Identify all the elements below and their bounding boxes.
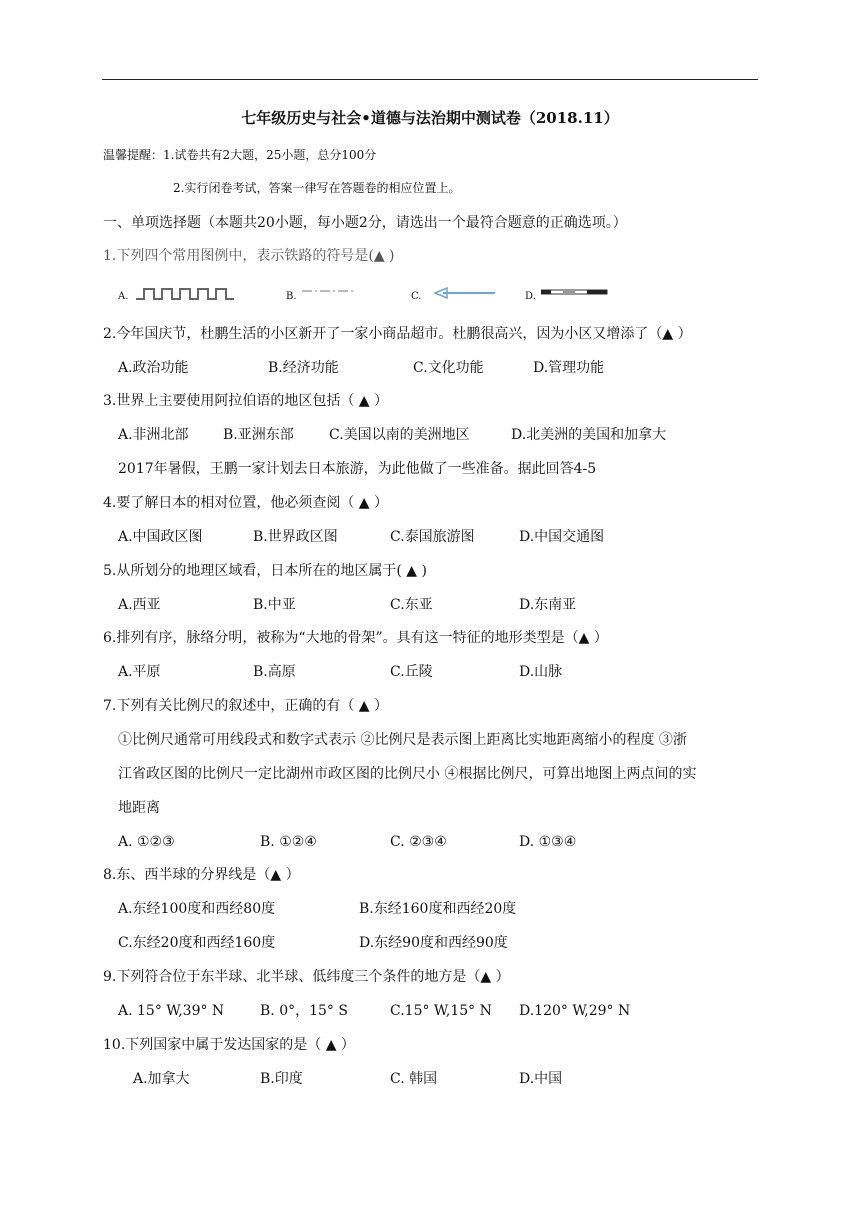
q2-option-d: D.管理功能 <box>533 360 605 376</box>
square-wave-symbol-icon <box>136 283 236 303</box>
exam-title: 七年级历史与社会•道德与法治期中测试卷（2018.11） <box>241 109 619 127</box>
q4-option-c: C.泰国旅游图 <box>390 529 475 545</box>
q3-option-d: D.北美洲的美国和加拿大 <box>511 427 667 443</box>
question-3: 3.世界上主要使用阿拉伯语的地区包括（ ▲ ） <box>103 393 389 409</box>
q9-option-a: A. 15° W,39° N <box>118 1003 225 1019</box>
intro-4-5: 2017年暑假，王鹏一家计划去日本旅游，为此他做了一些准备。据此回答4-5 <box>118 461 597 477</box>
q5-option-a: A.西亚 <box>118 597 161 613</box>
q10-option-c: C. 韩国 <box>390 1071 438 1087</box>
q3-option-c: C.美国以南的美洲地区 <box>329 427 470 443</box>
q8-option-a: A.东经100度和西经80度 <box>118 901 276 917</box>
q7-option-a: A. ①②③ <box>118 834 175 850</box>
arrow-symbol-icon <box>433 283 505 303</box>
q10-option-b: B.印度 <box>260 1071 303 1087</box>
q10-option-d: D.中国 <box>519 1071 563 1087</box>
question-10: 10.下列国家中属于发达国家的是（ ▲ ） <box>103 1037 355 1053</box>
q4-option-a: A.中国政区图 <box>118 529 203 545</box>
q5-option-b: B.中亚 <box>253 597 296 613</box>
q7-stem-3: 地距离 <box>118 800 160 816</box>
q9-option-d: D.120° W,29° N <box>519 1003 631 1019</box>
question-9: 9.下列符合位于东半球、北半球、低纬度三个条件的地方是（▲ ） <box>103 969 510 985</box>
q2-option-c: C.文化功能 <box>413 360 484 376</box>
q6-option-a: A.平原 <box>118 664 161 680</box>
q6-option-c: C.丘陵 <box>390 664 433 680</box>
q4-option-b: B.世界政区图 <box>253 529 338 545</box>
q5-option-d: D.东南亚 <box>519 597 577 613</box>
q7-option-b: B. ①②④ <box>260 834 317 850</box>
question-7: 7.下列有关比例尺的叙述中，正确的有（ ▲ ） <box>103 698 389 714</box>
question-5: 5.从所划分的地理区域看，日本所在的地区属于( ▲ ) <box>103 563 427 579</box>
q3-option-b: B.亚洲东部 <box>223 427 294 443</box>
dashed-line-symbol-icon <box>302 283 362 303</box>
q7-option-d: D. ①③④ <box>519 834 577 850</box>
q9-option-b: B. 0°，15° S <box>260 1003 348 1019</box>
section-heading: 一、单项选择题（本题共20小题，每小题2分，请选出一个最符合题意的正确选项。） <box>103 215 627 231</box>
question-6: 6.排列有序，脉络分明，被称为“大地的骨架”。具有这一特征的地形类型是（▲ ） <box>103 630 608 646</box>
railway-symbol-icon <box>541 283 621 303</box>
notice-line-2: 2.实行闭卷考试，答案一律写在答题卷的相应位置上。 <box>173 181 461 195</box>
q7-stem-1: ①比例尺通常可用线段式和数字式表示 ②比例尺是表示图上距离比实地距离缩小的程度 ③浙 <box>118 732 687 748</box>
header-rule <box>102 79 758 80</box>
q10-option-a: A.加拿大 <box>133 1071 190 1087</box>
q3-option-a: A.非洲北部 <box>118 427 189 443</box>
q8-option-b: B.东经160度和西经20度 <box>359 901 517 917</box>
q9-option-c: C.15° W,15° N <box>390 1003 492 1019</box>
question-4: 4.要了解日本的相对位置，他必须查阅（ ▲ ） <box>103 495 389 511</box>
q2-option-a: A.政治功能 <box>118 360 189 376</box>
question-2: 2.今年国庆节，杜鹏生活的小区新开了一家小商品超市。杜鹏很高兴，因为小区又增添了（▲ ） <box>103 326 692 342</box>
q4-option-d: D.中国交通图 <box>519 529 605 545</box>
question-1: 1.下列四个常用图例中，表示铁路的符号是(▲ ) <box>103 248 395 264</box>
q2-option-b: B.经济功能 <box>268 360 339 376</box>
q8-option-d: D.东经90度和西经90度 <box>359 935 508 951</box>
q8-option-c: C.东经20度和西经160度 <box>118 935 276 951</box>
q7-option-c: C. ②③④ <box>390 834 447 850</box>
q7-stem-2: 江省政区图的比例尺一定比湖州市政区图的比例尺小 ④根据比例尺，可算出地图上两点间的实 <box>118 766 697 782</box>
q6-option-d: D.山脉 <box>519 664 563 680</box>
legend-options: A. B. C. D. <box>118 283 638 309</box>
notice-line-1: 温馨提醒：1.试卷共有2大题，25小题，总分100分 <box>103 148 377 162</box>
question-8: 8.东、西半球的分界线是（▲ ） <box>103 867 300 883</box>
q6-option-b: B.高原 <box>253 664 296 680</box>
q5-option-c: C.东亚 <box>390 597 433 613</box>
